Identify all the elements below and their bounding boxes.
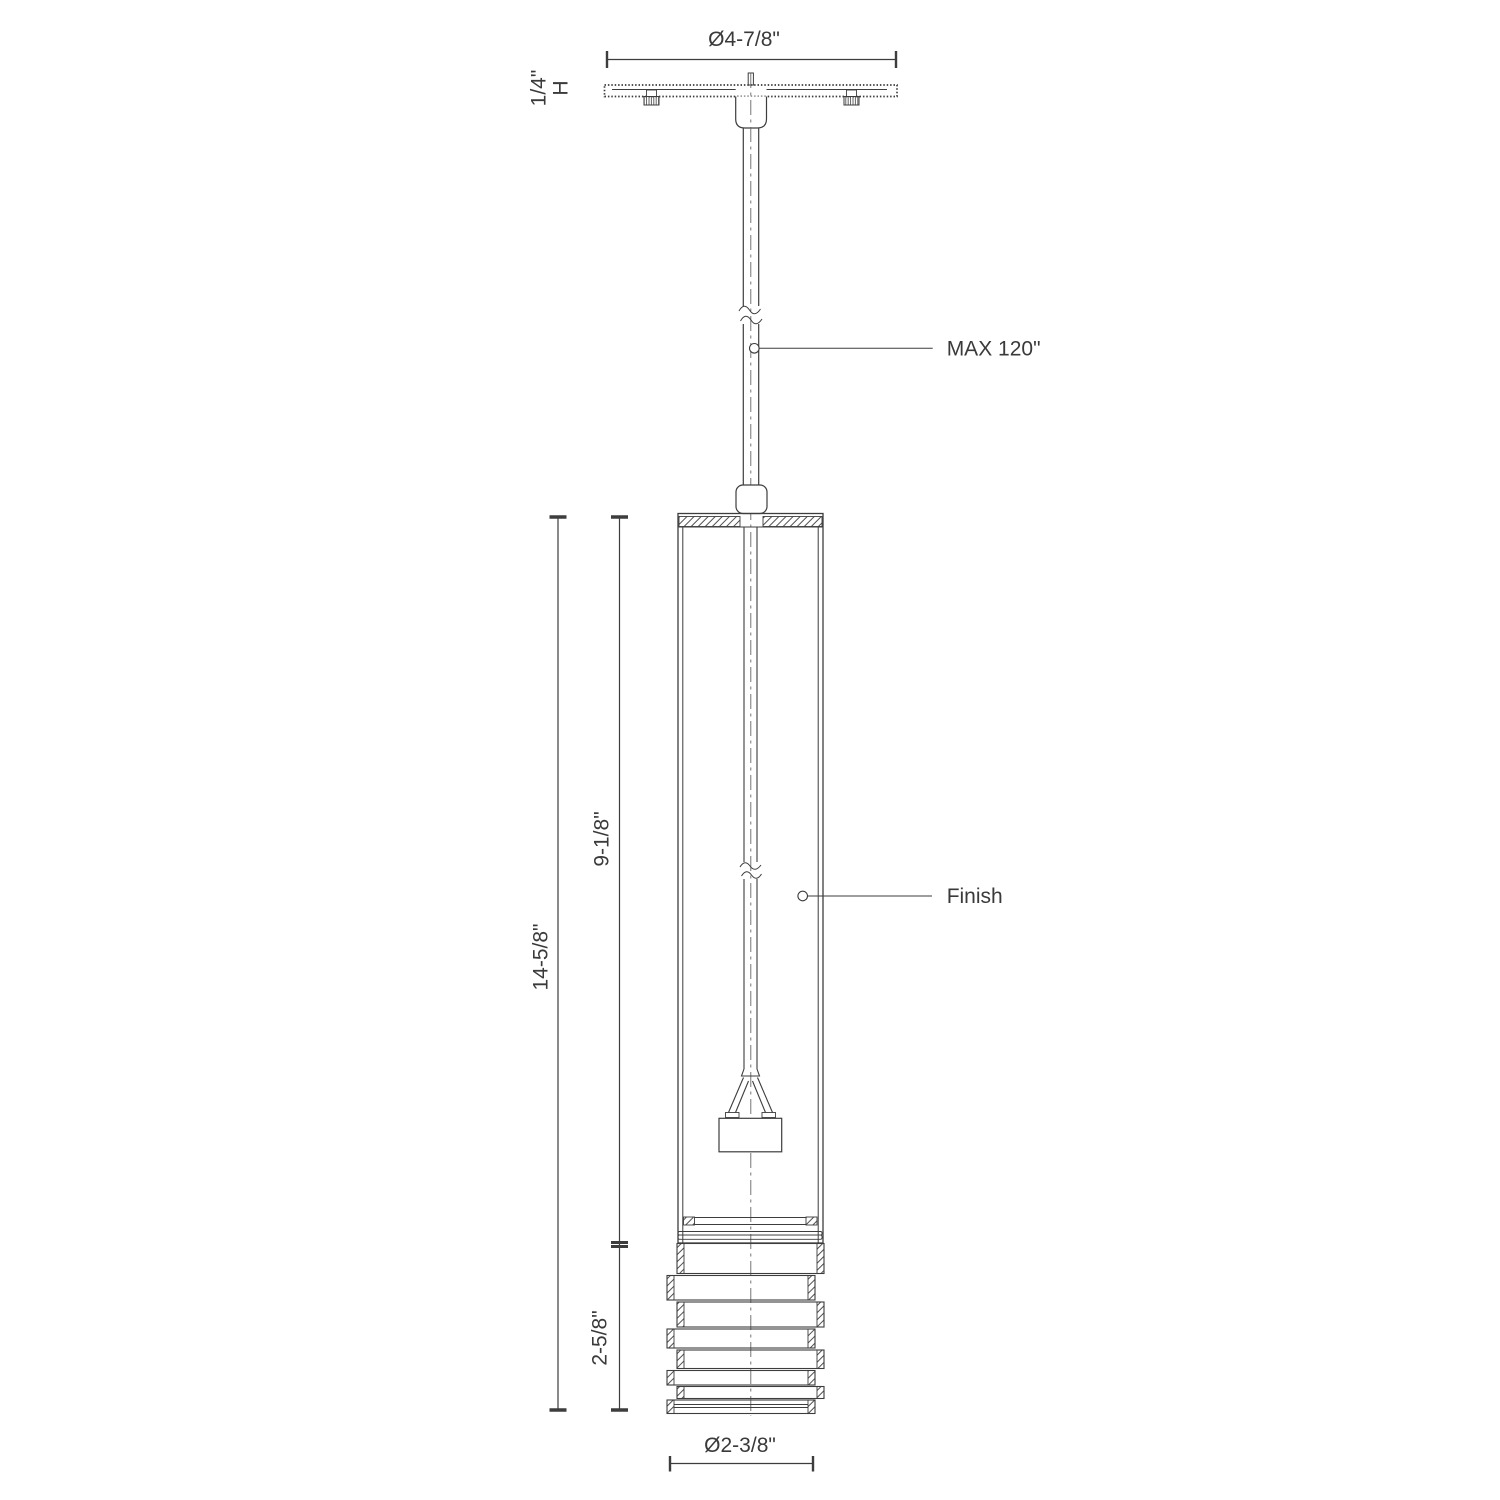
bottom-internal-ring (684, 1217, 818, 1225)
left-dimensions (529, 517, 628, 1410)
ring-section-left (684, 1217, 695, 1225)
screw-knurl (844, 97, 859, 106)
screw-shaft (647, 90, 657, 97)
strap-left-outer (729, 1078, 744, 1113)
bottom-cap (667, 1400, 815, 1414)
bottom-diameter-dimension (670, 1434, 813, 1472)
overall-height-label: 14-5/8" (529, 923, 553, 991)
canopy-height-value: 1/4" (527, 69, 551, 107)
lower-section-label: 2-5/8" (588, 1310, 612, 1366)
leader-dot (750, 344, 760, 354)
canopy-diameter-label: Ø4-7/8" (708, 28, 780, 51)
disc-ring (667, 1276, 815, 1301)
disc-ring (667, 1371, 815, 1386)
thin-double-plate (678, 1232, 822, 1240)
screw-knurl (644, 97, 659, 106)
rod-connector (736, 485, 767, 514)
finish-callout (798, 885, 1003, 908)
thin-plate-lower (678, 1235, 822, 1239)
screw-shaft (847, 90, 857, 97)
canopy-diameter-dimension (607, 28, 896, 68)
strap-right-inner (753, 1081, 766, 1113)
max-suspension-callout (750, 338, 1041, 361)
strap-left-inner (736, 1081, 749, 1113)
strap-foot-left (726, 1113, 740, 1118)
strap-foot-right (762, 1113, 776, 1118)
leader-dot (798, 891, 808, 901)
top-ring-hatch-right (763, 517, 822, 527)
disc-ring (667, 1329, 815, 1348)
disc-ring-stack (667, 1244, 824, 1414)
top-ring-hatch-left (679, 517, 740, 527)
lamp-socket (719, 1118, 782, 1152)
thin-plate-upper (678, 1232, 822, 1236)
ring-section-right (806, 1217, 817, 1225)
canopy-height-label (527, 70, 572, 107)
mounting-screw-right (844, 90, 859, 105)
finish-label: Finish (946, 885, 1003, 908)
upper-section-label: 9-1/8" (590, 811, 614, 867)
mounting-screw-left (644, 90, 659, 105)
canopy-height-suffix: H (549, 80, 573, 96)
bottom-diameter-label: Ø2-3/8" (704, 1434, 776, 1457)
strap-right-outer (758, 1078, 773, 1113)
max-suspension-label: MAX 120" (946, 337, 1041, 361)
